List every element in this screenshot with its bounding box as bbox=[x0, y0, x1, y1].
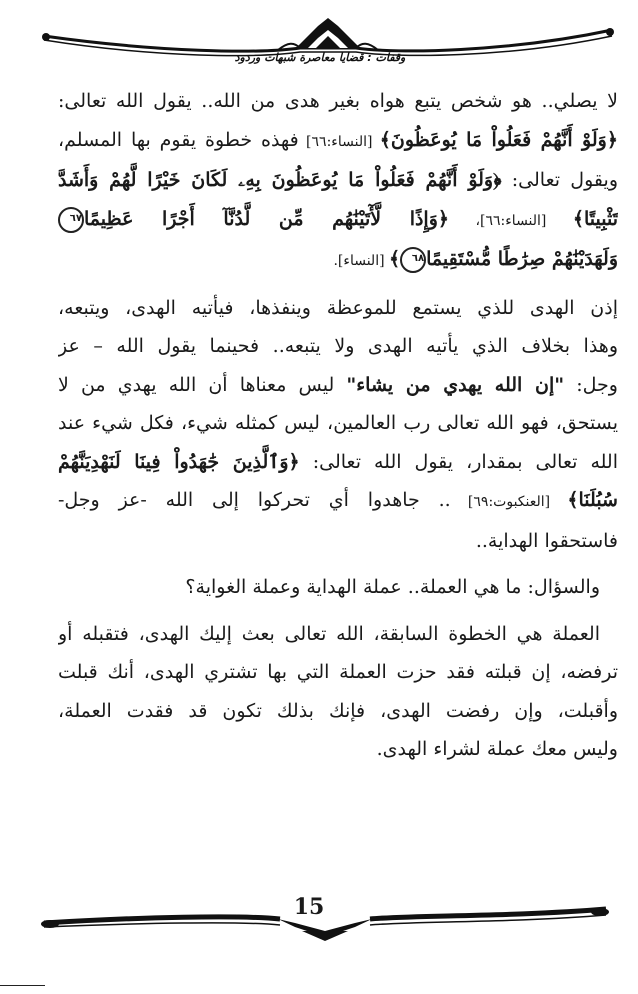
quran-verse: وَلَهَدَيْنَٰهُمْ صِرَٰطًا مُّسْتَقِيمًا bbox=[426, 248, 618, 270]
text-line bbox=[58, 289, 618, 328]
body-text-span: إذن الهدى للذي يستمع للموعظة وينفذها، فيأتيه الهدى، ويتبعه، bbox=[58, 296, 618, 319]
body-text bbox=[58, 82, 618, 769]
body-text-span: يستحق، فهو الله تعالى رب العالمين، ليس كمثله شيء، فكل شيء عند bbox=[58, 412, 618, 434]
text-line bbox=[58, 692, 618, 731]
body-text-span: ترفضه، إن قبلته فقد حزت العملة التي بها تشتري الهدى، أنك قبلت bbox=[58, 661, 618, 683]
text-line bbox=[58, 200, 618, 241]
running-head: وقفات : قضايا معاصرة شبهات وردود bbox=[234, 51, 406, 64]
text-line bbox=[58, 327, 618, 366]
body-text-span: والسؤال: ما هي العملة.. عملة الهداية وعملة الغواية؟ bbox=[185, 576, 600, 598]
body-text-span: فهذه خطوة يقوم بها المسلم، bbox=[58, 128, 299, 151]
body-text-span: لا يصلي.. هو شخص يتبع هواه بغير هدى من الله.. يقول الله تعالى: bbox=[58, 90, 618, 112]
text-line bbox=[58, 161, 618, 200]
text-line bbox=[58, 615, 618, 654]
body-text-span: .. جاهدوا أي تحركوا إلى الله -عز وجل- bbox=[58, 489, 451, 511]
verse-number-medallion: ٦٨ bbox=[400, 247, 426, 273]
body-text-span: وجل: bbox=[564, 373, 618, 396]
quran-verse: سُبُلَنَا﴾ bbox=[567, 489, 618, 511]
body-text-span: فاستحقوا الهداية.. bbox=[475, 529, 618, 552]
text-line bbox=[58, 121, 618, 162]
text-line bbox=[58, 730, 618, 769]
verse-reference: [العنكبوت:٦٩] bbox=[450, 494, 568, 510]
text-line bbox=[58, 82, 618, 121]
quran-verse: ﴿وَإِذًا لَّأٓتَيْنَٰهُم مِّن لَّدُنَّآ أَجْرًا عَظِيمًا bbox=[84, 207, 450, 230]
quran-verse: ﴿وَلَوْ أَنَّهُمْ فَعَلُواْ مَا يُوعَظُونَ﴾ bbox=[379, 128, 618, 151]
bottom-rule bbox=[0, 985, 45, 986]
quoted-phrase: "إن الله يهدي من يشاء" bbox=[346, 373, 565, 396]
text-line bbox=[58, 653, 618, 692]
quran-verse: تَثْبِيتًا﴾ bbox=[572, 207, 618, 230]
verse-reference: [النساء:٦٦]، bbox=[449, 212, 573, 229]
body-text-span: العملة هي الخطوة السابقة، الله تعالى بعث إليك الهدى، فتقبله أو bbox=[58, 622, 600, 645]
text-line bbox=[58, 404, 618, 443]
verse-reference: [النساء]. bbox=[333, 253, 389, 269]
verse-reference: [النساء:٦٦] bbox=[298, 133, 380, 150]
text-line bbox=[58, 366, 618, 405]
text-line bbox=[58, 443, 618, 482]
verse-number-medallion: ٦٧ bbox=[58, 207, 84, 233]
text-line bbox=[58, 522, 618, 561]
body-text-span: وليس معك عملة لشراء الهدى. bbox=[376, 738, 618, 760]
quran-verse: ﴿وَٱلَّذِينَ جَٰهَدُواْ فِينَا لَنَهْدِيَنَّهُمْ bbox=[58, 450, 300, 473]
body-text-span: وأقبلت، وإن رفضت الهدى، فإنك بذلك تكون قد فقدت العملة، bbox=[58, 699, 618, 722]
body-text-span: ليس معناها أن الله يهدي من لا bbox=[58, 373, 347, 396]
body-text-span: ويقول تعالى: bbox=[501, 169, 618, 191]
page-number: 15 bbox=[293, 894, 325, 920]
body-text-span: الله تعالى بمقدار، يقول الله تعالى: bbox=[299, 450, 618, 473]
quran-verse: ﴿وَلَوْ أَنَّهُمْ فَعَلُواْ مَا يُوعَظُونَ بِهِۦ لَكَانَ خَيْرًا لَّهُمْ وَأَشَدَّ bbox=[58, 169, 502, 191]
text-line bbox=[58, 481, 618, 522]
body-text-span: وهذا بخلاف الذي يأتيه الهدى ولا يتبعه.. فحينما يقول الله – عز bbox=[58, 335, 618, 357]
text-line bbox=[58, 240, 618, 281]
text-line bbox=[58, 568, 618, 607]
quran-verse: ﴾ bbox=[389, 248, 401, 270]
